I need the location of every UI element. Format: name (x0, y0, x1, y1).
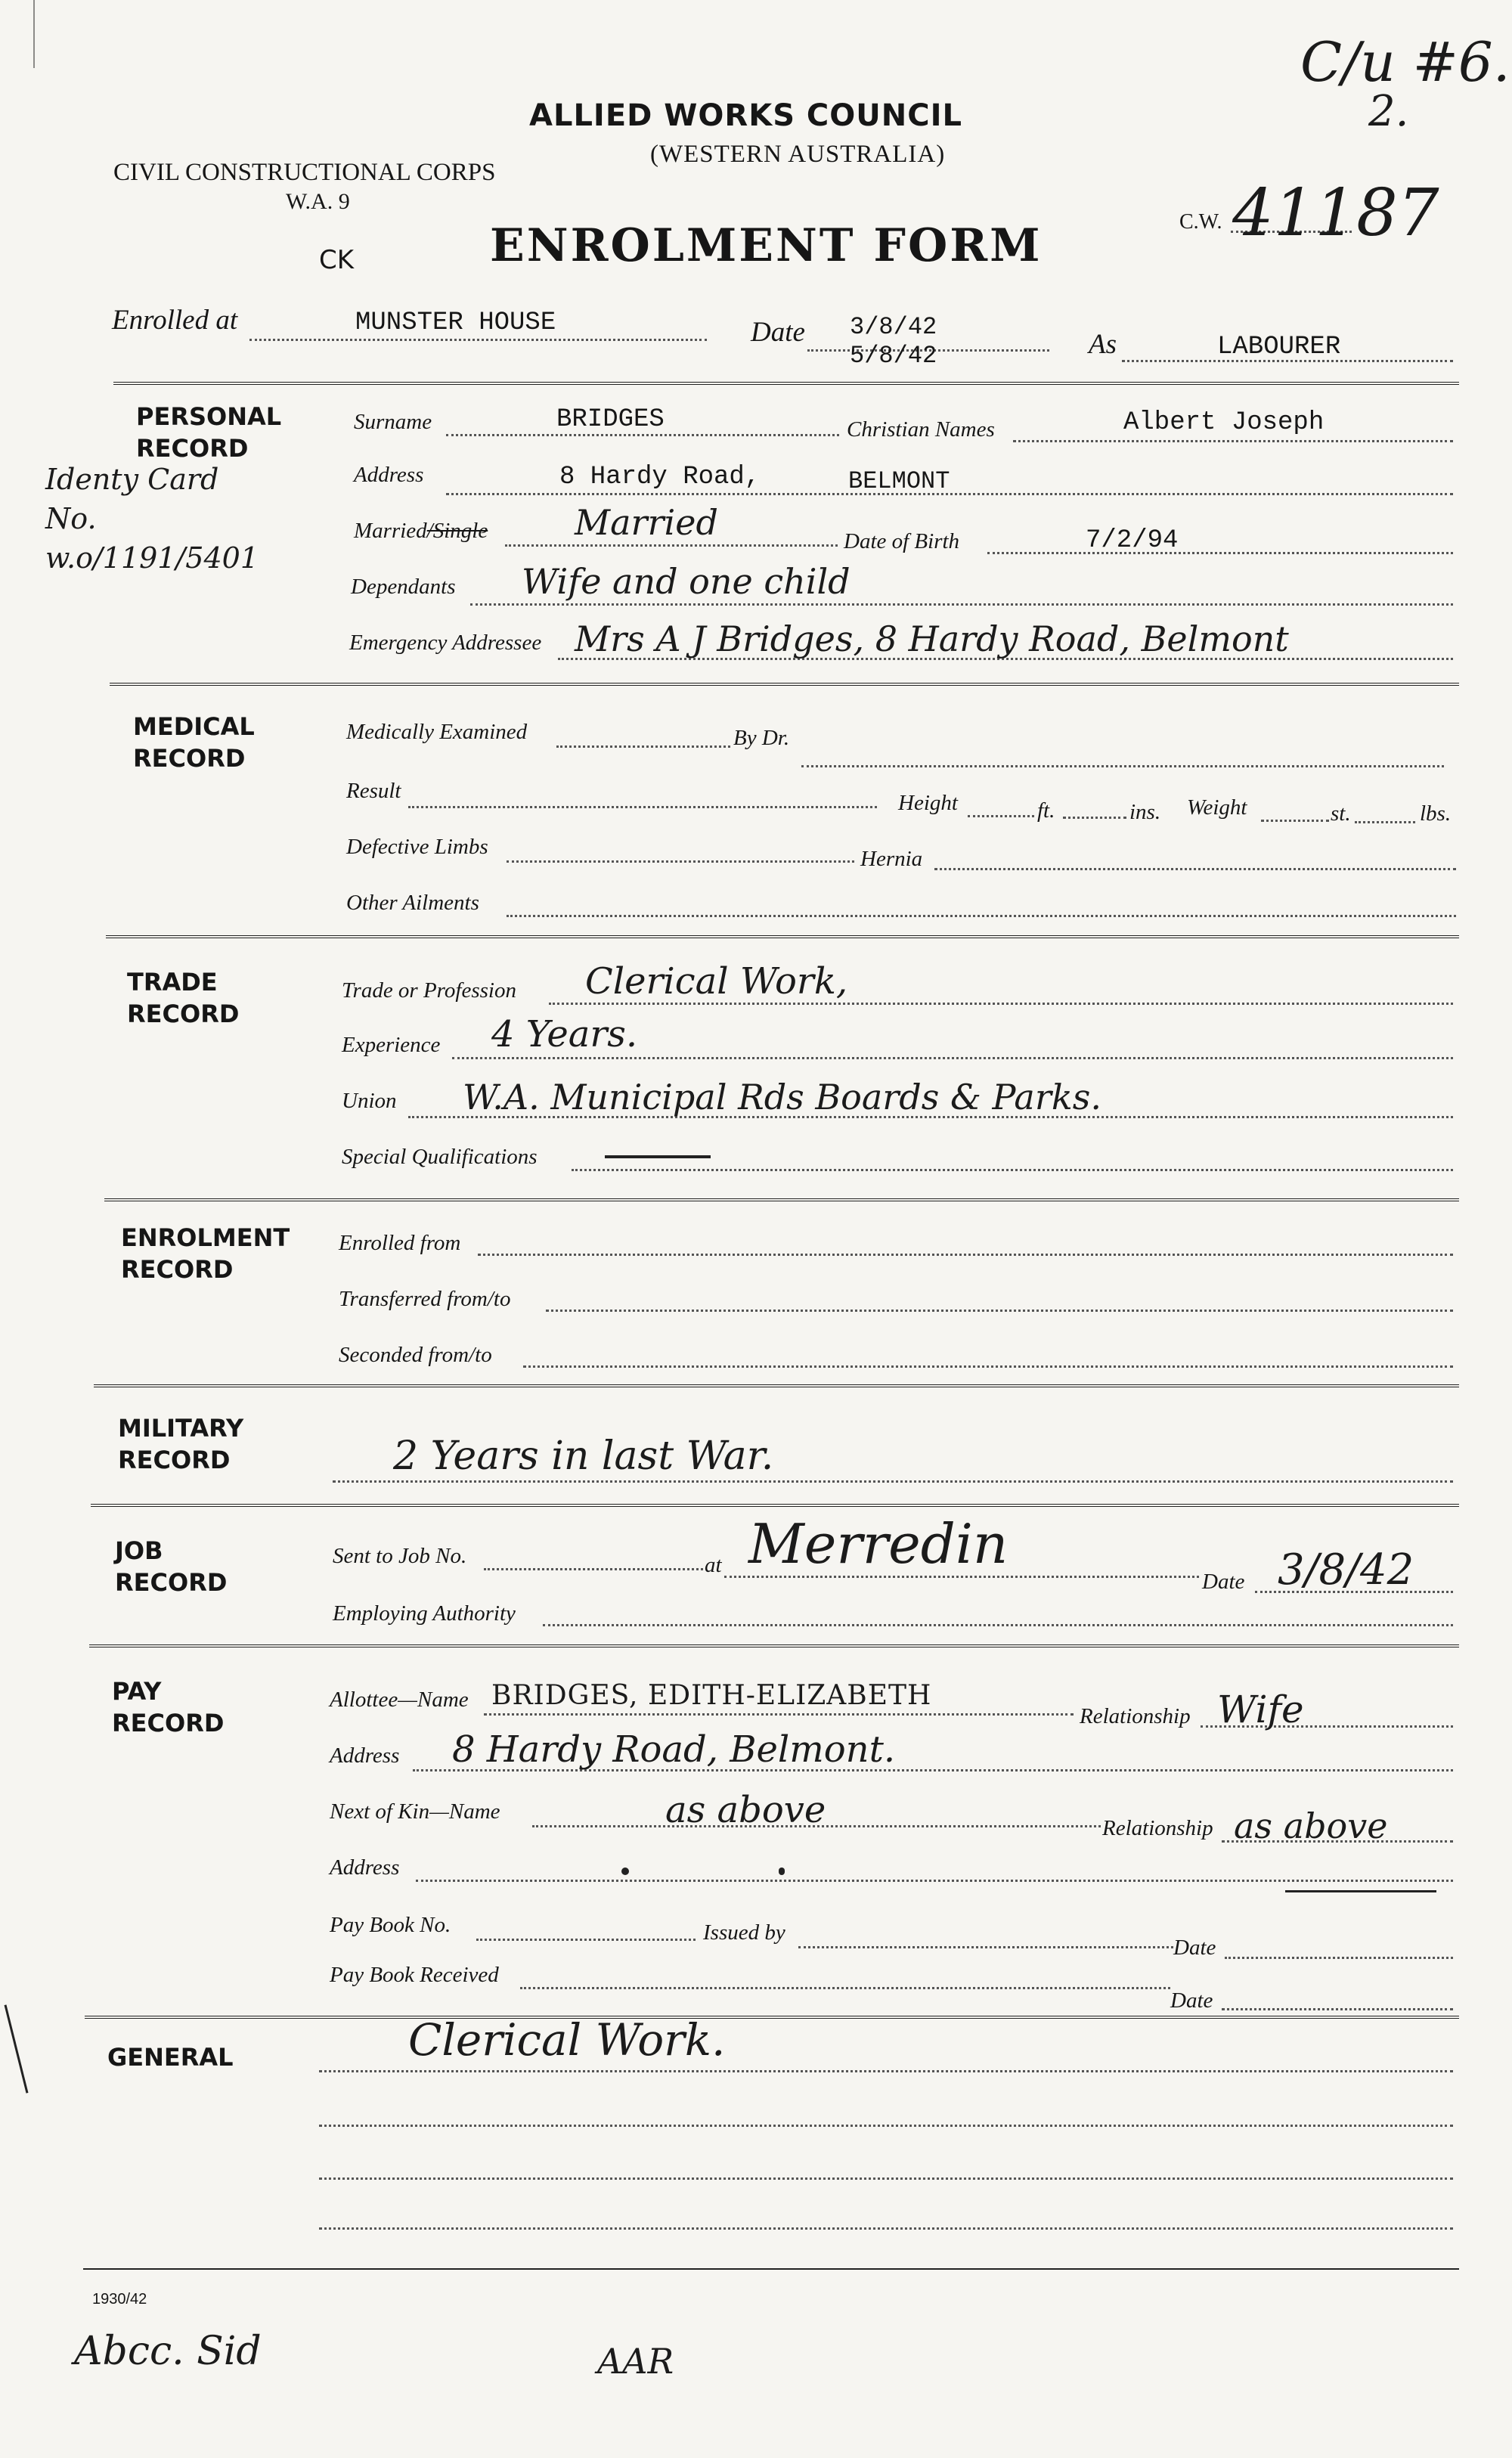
address-value-2: BELMONT (848, 467, 950, 495)
allottee-relationship-label: Relationship (1080, 1704, 1191, 1728)
defective-limbs-label: Defective Limbs (346, 835, 488, 859)
christian-names-label: Christian Names (847, 417, 995, 442)
allottee-address-label: Address (330, 1744, 400, 1768)
paybook-date-dotline-1 (1225, 1957, 1453, 1959)
divider-medical (106, 935, 1459, 941)
christian-names-value: Albert Joseph (1123, 408, 1325, 437)
nok-address-label: Address (330, 1855, 400, 1880)
ft-label: ft. (1037, 798, 1055, 823)
job-record-title: JOB RECORD (115, 1536, 228, 1597)
seconded-label: Seconded from/to (339, 1343, 492, 1367)
surname-label: Surname (354, 410, 432, 434)
general-dotline-4 (319, 2227, 1453, 2230)
experience-dotline (452, 1057, 1453, 1059)
enrol-date-1: 3/8/42 (850, 313, 937, 341)
cw-number: 41187 (1232, 175, 1439, 251)
trade-record-title: TRADE RECORD (127, 968, 240, 1028)
general-dotline-3 (319, 2177, 1453, 2180)
ditto-mark-2 (779, 1868, 785, 1875)
divider-header (113, 382, 1459, 388)
print-code: 1930/42 (92, 2291, 147, 2308)
margin-edge-mark (33, 0, 35, 68)
employing-dotline (543, 1624, 1453, 1626)
next-of-kin-value: as above (665, 1789, 826, 1831)
divider-personal (110, 683, 1459, 689)
identity-card-note: Identy Card No. w.o/1191/5401 (45, 463, 259, 575)
height-label: Height (898, 791, 958, 815)
divider-job (89, 1644, 1459, 1651)
by-dr-dotline (801, 765, 1444, 767)
divider-enrolment (94, 1384, 1459, 1390)
personal-record-title: PERSONAL RECORD (136, 402, 282, 463)
at-label: at (705, 1553, 722, 1577)
christian-names-dotline (1013, 440, 1453, 442)
paybook-no-dotline (476, 1939, 696, 1941)
date-label: Date (751, 317, 805, 348)
married-single-label (354, 519, 488, 544)
height-ins-dotline (1063, 817, 1126, 819)
general-title: GENERAL (107, 2043, 234, 2072)
issued-by-dotline (798, 1946, 1173, 1948)
married-value: Married (575, 502, 718, 543)
st-label: st. (1331, 801, 1351, 826)
trade-value: Clerical Work, (585, 960, 848, 1003)
divider-general (83, 2268, 1459, 2270)
other-ailments-dotline (507, 915, 1456, 917)
divider-military (91, 1504, 1459, 1510)
sent-to-job-dotline (484, 1568, 703, 1570)
defective-dotline (507, 860, 854, 863)
general-dotline-2 (319, 2125, 1453, 2127)
next-of-kin-label: Next of Kin—Name (330, 1799, 500, 1824)
as-value: LABOURER (1217, 333, 1341, 361)
medical-record-title: MEDICAL RECORD (133, 712, 255, 773)
result-label: Result (346, 779, 401, 803)
general-value: Clerical Work. (408, 2014, 726, 2066)
military-dotline (333, 1480, 1453, 1483)
employing-authority-label: Employing Authority (333, 1601, 516, 1626)
region-name: (WESTERN AUSTRALIA) (650, 141, 946, 168)
dob-label: Date of Birth (844, 529, 960, 553)
organisation-name: ALLIED WORKS COUNCIL (529, 98, 962, 133)
by-dr-label: By Dr. (733, 726, 790, 750)
emergency-value: Mrs A J Bridges, 8 Hardy Road, Belmont (575, 618, 1289, 659)
margin-pencil-mark (5, 2004, 29, 2093)
allottee-relationship-value: Wife (1217, 1688, 1304, 1731)
as-label: As (1089, 329, 1117, 360)
single-label-struck: /Single (426, 519, 488, 543)
form-title: ENROLMENT FORM (490, 219, 1043, 272)
corps-code: W.A. 9 (286, 189, 350, 214)
corner-note-2: 2. (1368, 87, 1409, 136)
job-location-value: Merredin (748, 1512, 1009, 1576)
dob-value: 7/2/94 (1086, 526, 1179, 555)
trade-label: Trade or Profession (342, 978, 516, 1003)
paybook-received-label: Pay Book Received (330, 1963, 499, 1987)
job-date-value: 3/8/42 (1278, 1545, 1414, 1595)
transferred-dotline (546, 1310, 1453, 1312)
other-ailments-label: Other Ailments (346, 891, 479, 915)
hernia-label: Hernia (860, 847, 923, 871)
weight-label: Weight (1187, 795, 1247, 820)
married-label: Married (354, 519, 427, 543)
enrolled-from-label: Enrolled from (339, 1231, 461, 1255)
issued-by-label: Issued by (703, 1920, 785, 1945)
allottee-label: Allottee—Name (330, 1688, 469, 1712)
military-value: 2 Years in last War. (393, 1434, 774, 1479)
enrolled-from-dotline (478, 1254, 1453, 1256)
emergency-label: Emergency Addressee (349, 631, 542, 655)
signature-left: Abcc. Sid (74, 2329, 262, 2374)
surname-value: BRIDGES (556, 405, 665, 434)
union-label: Union (342, 1089, 397, 1113)
examined-dotline (556, 745, 730, 748)
weight-lbs-dotline (1355, 821, 1415, 823)
ck-mark: CK (319, 245, 355, 275)
general-dotline-1 (319, 2070, 1453, 2072)
nok-address-dotline (416, 1880, 1453, 1882)
allottee-address-value: 8 Hardy Road, Belmont. (452, 1728, 896, 1771)
cw-label: C.W. (1179, 210, 1222, 234)
married-dotline (505, 544, 838, 547)
special-dash-mark (605, 1155, 711, 1158)
paybook-date-dotline-2 (1222, 2008, 1453, 2010)
dependants-value: Wife and one child (522, 561, 850, 602)
divider-trade (104, 1198, 1459, 1204)
transferred-label: Transferred from/to (339, 1287, 511, 1311)
allottee-value: BRIDGES, EDITH-ELIZABETH (491, 1680, 932, 1711)
dob-dotline (987, 552, 1453, 554)
enrolled-at-dotline (249, 339, 707, 341)
dependants-label: Dependants (351, 575, 456, 599)
medically-examined-label: Medically Examined (346, 720, 528, 744)
enrolled-at-value: MUNSTER HOUSE (355, 308, 556, 337)
paybook-date-label-1: Date (1173, 1936, 1216, 1960)
ins-label: ins. (1129, 800, 1161, 824)
hernia-dotline (934, 868, 1456, 870)
pay-record-title: PAY RECORD (112, 1677, 225, 1737)
ditto-mark-1 (621, 1868, 629, 1875)
experience-value: 4 Years. (491, 1013, 638, 1055)
relationship-underline-mark (1285, 1890, 1436, 1892)
paybook-received-dotline (520, 1987, 1170, 1989)
corps-name: CIVIL CONSTRUCTIONAL CORPS (113, 159, 496, 186)
special-qualifications-label: Special Qualifications (342, 1145, 538, 1169)
dependants-dotline (470, 603, 1453, 606)
height-ft-dotline (968, 815, 1034, 817)
allottee-dotline (484, 1713, 1074, 1716)
union-value: W.A. Municipal Rds Boards & Parks. (463, 1077, 1101, 1117)
sent-to-job-label: Sent to Job No. (333, 1544, 467, 1568)
corner-note-1: C/u #6. (1300, 30, 1510, 94)
nok-relationship-label: Relationship (1102, 1816, 1213, 1840)
paybook-no-label: Pay Book No. (330, 1913, 451, 1937)
weight-st-dotline (1261, 820, 1329, 822)
military-record-title: MILITARY RECORD (118, 1414, 244, 1474)
lbs-label: lbs. (1420, 801, 1452, 826)
seconded-dotline (523, 1365, 1453, 1368)
at-dotline (724, 1576, 1199, 1578)
initials-footer: AAR (597, 2341, 674, 2382)
experience-label: Experience (342, 1033, 441, 1057)
special-dotline (572, 1169, 1453, 1171)
trade-dotline (549, 1003, 1453, 1005)
divider-pay (85, 2016, 1459, 2022)
result-dotline (408, 806, 877, 808)
address-value-1: 8 Hardy Road, (559, 463, 761, 491)
surname-dotline (446, 434, 839, 436)
enrolment-record-title: ENROLMENT RECORD (121, 1223, 290, 1284)
enrolled-at-label: Enrolled at (112, 305, 238, 336)
address-label: Address (354, 463, 424, 487)
nok-relationship-value: as above (1234, 1806, 1388, 1846)
paybook-date-label-2: Date (1170, 1988, 1213, 2013)
job-date-label: Date (1202, 1570, 1245, 1594)
enrol-date-2: 5/8/42 (850, 342, 937, 370)
